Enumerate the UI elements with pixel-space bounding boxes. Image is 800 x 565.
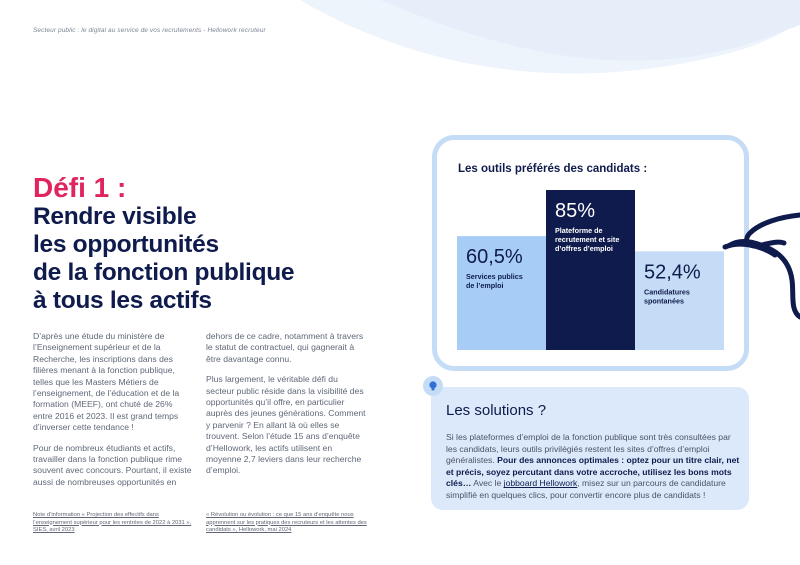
bar-category-label: d’offres d’emploi [555, 244, 613, 253]
solutions-title: Les solutions ? [446, 402, 547, 419]
bar-value-label: 52,4% [644, 261, 701, 284]
bar-value-label: 85% [555, 200, 596, 222]
title-line: à tous les actifs [33, 287, 212, 314]
bar-value-label: 60,5% [466, 246, 523, 269]
challenge-title [33, 173, 294, 315]
paragraph: Plus largement, le véritable défi du secteur public réside dans la visibilité des opportunités qu’il offre, en particulier auprès des jeunes générations. Comment y parvenir ? En allant là où elles se trouvent. Selon l’étude 15 ans d’enquête d’Hellowork, les actifs utilisent en moyenne 2,7 leviers dans leur recherche d’emploi. [206, 374, 366, 476]
pointing-hand-icon [720, 205, 800, 325]
paragraph: D’après une étude du ministère de l’Enseignement supérieur et de la Recherche, les inscriptions dans des filières menant à la fonction publique, telles que les Masters Métiers de l’enseignement, de l’éducation et de la formation (MEEF), ont chuté de 26% entre 2016 et 2023. Il est grand temps d’inverser cette tendance ! [33, 331, 180, 433]
solutions-lead: Avec le [473, 478, 502, 489]
challenge-number: Défi 1 : [33, 172, 127, 203]
lightbulb-icon [427, 380, 439, 392]
footnote-1[interactable]: Note d’information « Projection des effectifs dans l’enseignement supérieur pour les rentrées de 2022 à 2031 », SIES, avril 2023 [33, 512, 192, 533]
body-column-2 [206, 331, 366, 486]
chart-title: Les outils préférés des candidats : [458, 163, 648, 175]
bar-category-label: spontanées [644, 296, 684, 306]
bar-category-label: Plateforme de [555, 226, 603, 235]
bar-chart [436, 180, 746, 355]
running-head: Secteur public : le digital au service de vos recrutements - Hellowork recruteur [33, 27, 266, 34]
bar-category-label: recrutement et site [555, 235, 620, 244]
body-column-1 [33, 331, 193, 497]
solutions-text [446, 432, 741, 502]
bar-category-label: de l’emploi [466, 281, 504, 291]
solutions-tip: Pour des annonces optimales : optez pour un titre clair, net et précis, soyez percutant dans votre accroche, utilisez les bons mots clés… [446, 455, 740, 489]
paragraph: dehors de ce cadre, notamment à travers le statut de contractuel, qui gagnerait à être davantage connu. [206, 331, 364, 364]
paragraph: Pour de nombreux étudiants et actifs, travailler dans la fonction publique rime souvent avec concours. Pourtant, il existe aussi de nombreuses opportunités en [33, 442, 192, 487]
title-line: de la fonction publique [33, 259, 295, 286]
footnote-2[interactable]: « Révolution ou évolution : ce que 15 ans d’enquête nous apprennent sur les pratiques des recruteurs et les attentes des candidats », Hellowork, mai 2024 [206, 512, 367, 533]
jobboard-link[interactable]: jobboard Hellowork [503, 478, 578, 489]
title-line: Rendre visible [33, 203, 197, 230]
solutions-conclusion: , misez sur un parcours de candidature simplifié en quelques clics, pour convertir encore plus de candidats ! [446, 478, 726, 500]
bar-category-label: Services publics [466, 272, 523, 282]
solutions-intro: Si les plateformes d’emploi de la fonction publique sont très consultées par les candidats, leurs outils privilégiés restent les sites d’offres d’emploi généralistes. [446, 432, 731, 466]
bar-category-label: Candidatures [644, 287, 690, 297]
title-line: les opportunités [33, 231, 219, 258]
